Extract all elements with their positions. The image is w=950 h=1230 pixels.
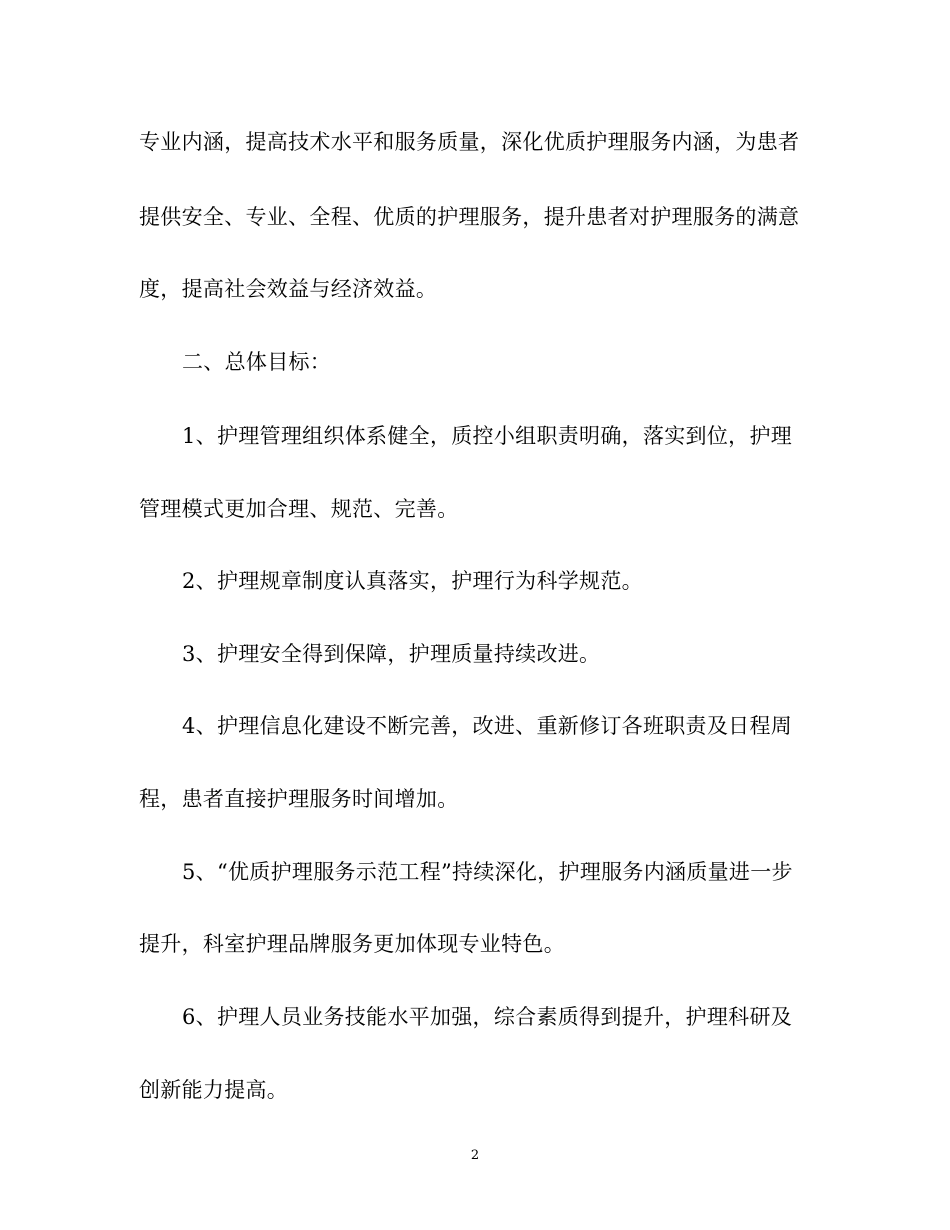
list-item-line: 管理模式更加合理、规范、完善。 (139, 497, 459, 521)
list-item-line: 5、“优质护理服务示范工程”持续深化，护理服务内涵质量进一步 (182, 860, 793, 884)
list-item-line: 创新能力提高。 (139, 1078, 289, 1102)
list-item-line: 提升，科室护理品牌服务更加体现专业特色。 (139, 932, 565, 956)
section-heading: 二、总体目标： (182, 350, 332, 374)
paragraph-line: 专业内涵，提高技术水平和服务质量，深化优质护理服务内涵，为患者 (139, 130, 800, 154)
list-item-line: 2、护理规章制度认真落实，护理行为科学规范。 (182, 569, 643, 593)
list-item-line: 1、护理管理组织体系健全，质控小组职责明确，落实到位，护理 (182, 424, 793, 448)
list-item-line: 程，患者直接护理服务时间增加。 (139, 787, 459, 811)
list-item-line: 6、护理人员业务技能水平加强，综合素质得到提升，护理科研及 (182, 1005, 793, 1029)
page-number: 2 (470, 1148, 480, 1163)
paragraph-line: 提供安全、专业、全程、优质的护理服务，提升患者对护理服务的满意 (139, 205, 800, 229)
paragraph-line: 度，提高社会效益与经济效益。 (139, 277, 438, 301)
list-item-line: 4、护理信息化建设不断完善，改进、重新修订各班职责及日程周 (182, 714, 793, 738)
list-item-line: 3、护理安全得到保障，护理质量持续改进。 (182, 642, 601, 666)
